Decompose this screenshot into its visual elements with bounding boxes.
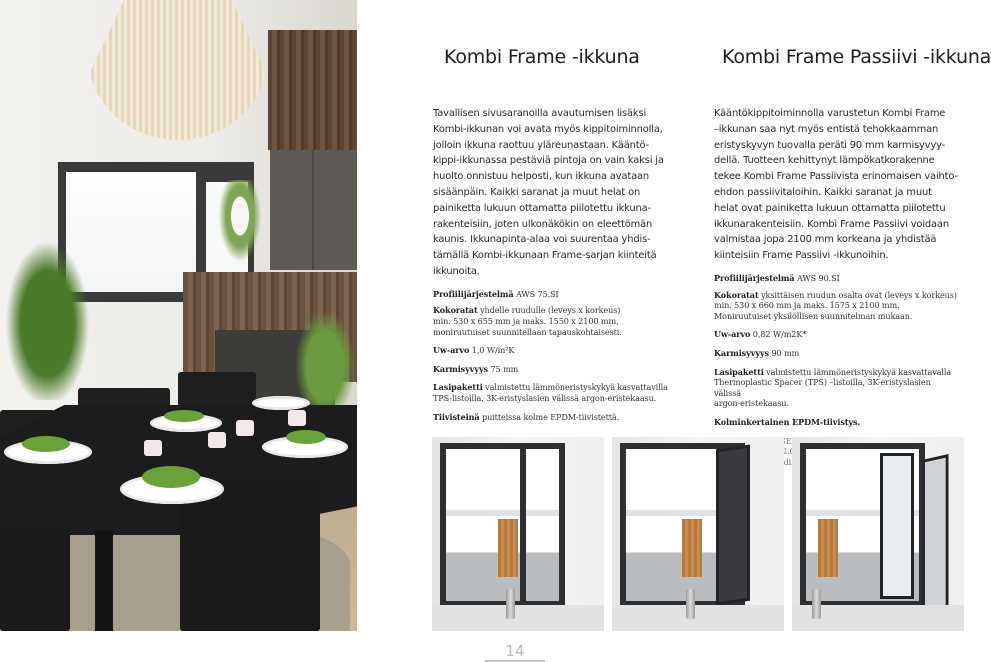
intro-line: helat ovat painiketta lukuun ottamatta piilotettu [714, 202, 946, 214]
window-sill [432, 605, 604, 631]
facade-wood [682, 519, 702, 577]
intro-line: eristyskyvyn tuovalla peräti 90 mm karmisyvyy- [714, 139, 946, 151]
intro-line: Tavallisen sivusaranoilla avautumisen lisäksi [433, 108, 647, 119]
page-number: 14 [505, 642, 525, 660]
spec-profile [433, 289, 686, 300]
intro-line: painiketta lukuun ottamatta piilotettu ikkuna- [433, 202, 651, 214]
spec-label: Uw-arvo [433, 345, 470, 356]
heading-kombi-frame: Kombi Frame -ikkuna [444, 46, 640, 68]
spec-uvalue [433, 345, 686, 356]
spec-glass [714, 367, 960, 409]
photo-plant-right [290, 300, 360, 410]
spec-value: 90 mm [771, 347, 800, 358]
window-photo-tilted [612, 437, 784, 631]
photo-salad [142, 466, 200, 488]
facade-wood [498, 519, 518, 577]
spec-label: Karmisyvyys [433, 363, 489, 374]
window-photo-open [792, 437, 960, 631]
window-sill [612, 605, 784, 631]
intro-line: huolto onnistuu helposti, kun ikkuna avataan [433, 171, 649, 183]
photo-table-leg [95, 530, 113, 631]
intro-line: ikkunoita. [433, 265, 480, 277]
spec-value: yksittäisen ruudun osalta ovat (leveys x korkeus) [761, 289, 957, 300]
spec-label: Lasipaketti [714, 366, 764, 377]
intro-line: Kombi-ikkunan voi avata myös kippitoiminnolla, [433, 123, 663, 135]
photo-plate [252, 396, 310, 410]
spec-value: 0,82 W/m2K* [752, 329, 807, 340]
intro-text [714, 106, 960, 264]
spec-value: min. 530 x 660 mm ja maks. 1575 x 2100 mm. [714, 300, 900, 311]
intro-line: valmistaa jopa 2100 mm korkeana ja yhdistää [714, 234, 937, 246]
spec-value: TPS-listoilla, 3K-eristyslasien välissä argon-eristekaasu. [433, 392, 657, 403]
spec-label: Lasipaketti [433, 382, 483, 393]
photo-wood-panel [268, 30, 357, 150]
photo-candle [208, 432, 226, 448]
intro-line: kiinteisiin Frame Passiivi -ikkunoihin. [714, 250, 889, 262]
spec-value: valmistettu lämmöneristyskykyä kasvattavilla [485, 382, 668, 393]
photo-candle [236, 420, 254, 436]
column-kombi-frame-passiivi [714, 106, 960, 467]
column-kombi-frame [433, 106, 686, 422]
spec-value: argon-eristekaasu. [714, 398, 789, 409]
facade-wood [818, 519, 838, 577]
intro-line: tämällä Kombi-ikkunaan Frame-sarjan kiinteitä [433, 250, 657, 262]
spec-value: Moniruutuiset yksilöllisen suunnitelman mukaan. [714, 310, 913, 321]
spec-seals [714, 417, 960, 428]
photo-plant-left [0, 230, 95, 400]
spec-value: AWS 90.SI [796, 272, 840, 283]
spec-uvalue [714, 329, 960, 340]
photo-candle [288, 410, 306, 426]
intro-line: ikkunarakenteisiin. Kombi Frame Passiivi voidaan [714, 218, 949, 230]
page-number-area [485, 640, 545, 662]
intro-text [433, 106, 686, 280]
photo-candle [144, 440, 162, 456]
window-sash-tilted [716, 445, 750, 606]
window-handle [686, 589, 695, 619]
spec-value: Thermoplastic Spacer (TPS) –listoilla, 3K-eristyslasien välissä [714, 377, 931, 398]
spec-value: 1,0 W/m²K [471, 345, 515, 356]
intro-line: ehdon passiivitaloihin. Kaikki saranat ja muut [714, 186, 932, 198]
spec-value: valmistettu lämmöneristyskykyä kasvattavalla [766, 366, 952, 377]
spec-value: 75 mm [490, 363, 519, 374]
intro-line: sisäänpäin. Kaikki saranat ja muut helat on [433, 186, 641, 198]
intro-line: rakenteisiin, joten ulkonäkökin on eleettömän [433, 218, 653, 230]
spec-seals [433, 412, 686, 423]
intro-line: tekee Kombi Frame Passiivista erinomaisen vaihto- [714, 171, 958, 183]
spec-depth [714, 348, 960, 359]
photo-cabinet [270, 150, 357, 270]
spec-value: AWS 75.SI [515, 288, 559, 299]
spec-sizes [433, 305, 686, 337]
intro-line: –ikkunan saa nyt myös entistä tehokkaamman [714, 123, 939, 135]
spec-label: Profiilijärjestelmä [714, 272, 795, 283]
window-handle [506, 589, 515, 619]
spec-glass [433, 382, 686, 403]
spec-value: yhdelle ruudulle (leveys x korkeus) [480, 305, 621, 316]
spec-label: Kolminkertainen EPDM-tiivistys. [714, 416, 861, 427]
window-sash-swing [922, 454, 948, 616]
window-photo-closed [432, 437, 604, 631]
spec-value: moniruutuiset suunnitellaan tapauskohtaisesti. [433, 326, 622, 337]
intro-line: kippi-ikkunassa pestäviä pintoja on vain kaksi ja [433, 155, 664, 167]
intro-line: dellä. Tuotteen kehittynyt lämpökatkorakenne [714, 155, 935, 167]
spec-label: Profiilijärjestelmä [433, 288, 514, 299]
spec-value: puitteissa kolme EPDM-tiivistettä. [481, 411, 620, 422]
window-mullion [520, 449, 526, 601]
spec-label: Tiivisteinä [433, 411, 480, 422]
spec-profile [714, 273, 960, 284]
heading-kombi-frame-passiivi: Kombi Frame Passiivi -ikkuna [722, 46, 991, 68]
dining-room-photo [0, 0, 357, 631]
photo-flowers [215, 180, 265, 270]
spec-depth [433, 364, 686, 375]
photo-salad [22, 436, 70, 452]
intro-line: jolloin ikkuna raottuu yläreunastaan. Kääntö- [433, 139, 649, 151]
spec-label: Kokoratat [433, 305, 478, 316]
intro-line: kaunis. Ikkunapinta-alaa voi suurentaa yhdis- [433, 234, 651, 246]
spec-sizes [714, 290, 960, 322]
photo-salad [164, 410, 204, 422]
spec-value: min. 530 x 655 mm ja maks. 1550 x 2100 mm, [433, 315, 619, 326]
spec-label: Uw-arvo [714, 329, 751, 340]
window-handle [812, 589, 821, 619]
window-sash-open [880, 453, 914, 599]
intro-line: Kääntökippitoiminnolla varustetun Kombi Frame [714, 108, 946, 119]
photo-chair [180, 480, 320, 631]
photo-salad [286, 430, 326, 444]
spec-label: Kokoratat [714, 289, 759, 300]
spec-label: Karmisyvyys [714, 347, 770, 358]
photo-chair [0, 530, 70, 631]
